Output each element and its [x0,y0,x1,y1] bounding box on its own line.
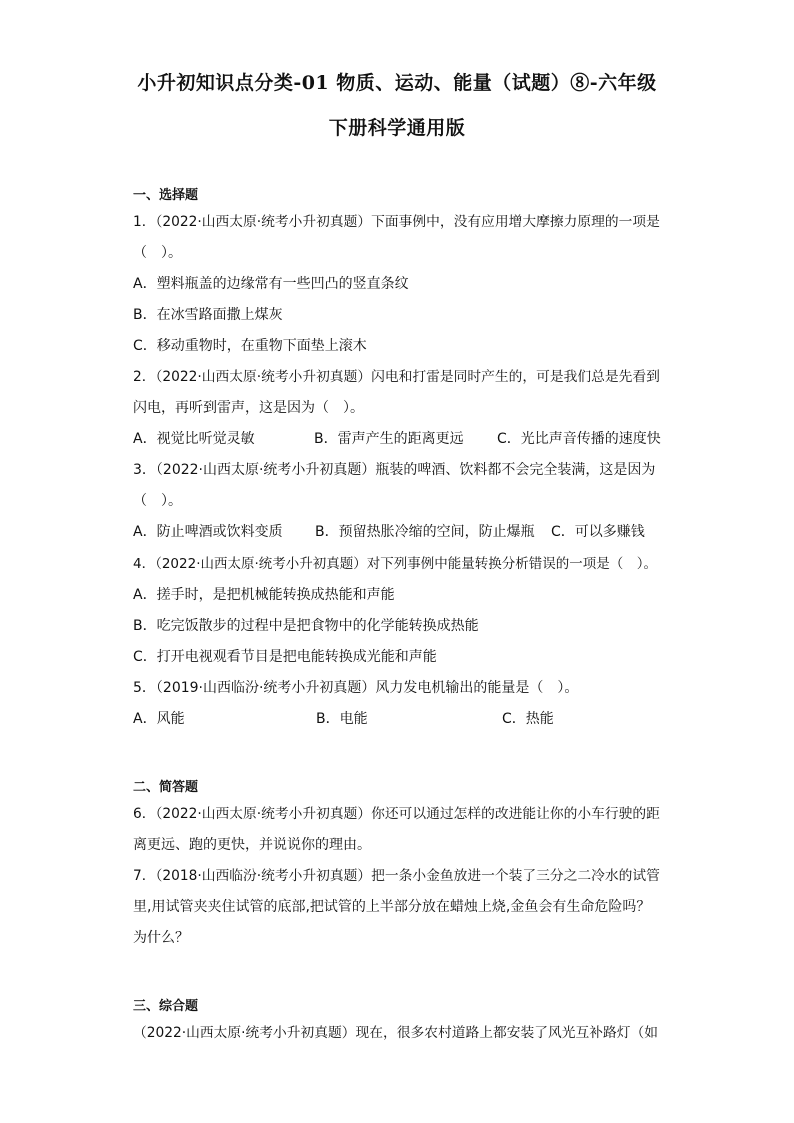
question-3-option-b: B．预留热胀冷缩的空间，防止爆瓶 [315,524,535,540]
question-1-option-b: B．在冰雪路面撒上煤灰 [133,307,283,323]
question-5-stem: 5．（2019·山西临汾·统考小升初真题）风力发电机输出的能量是（ ）。 [133,680,579,696]
question-5-option-a: A．风能 [133,711,185,727]
question-5-option-b: B．电能 [316,711,368,727]
question-4-stem: 4．（2022·山西太原·统考小升初真题）对下列事例中能量转换分析错误的一项是（ ）。 [133,556,658,572]
question-1-stem: 1．（2022·山西太原·统考小升初真题）下面事例中，没有应用增大摩擦力原理的一项是 [133,214,660,230]
question-4-option-c: C．打开电视观看节目是把电能转换成光能和声能 [133,649,437,665]
section-heading-short-answer: 二、简答题 [133,780,199,795]
question-3-option-a: A．防止啤酒或饮料变质 [133,524,283,540]
question-7-stem: 7．（2018·山西临汾·统考小升初真题）把一条小金鱼放进一个装了三分之二冷水的试管 [133,868,660,884]
question-7-stem-cont: 里,用试管夹夹住试管的底部,把试管的上半部分放在蜡烛上烧,金鱼会有生命危险吗？ [133,899,651,915]
question-3-stem-cont: （ ）。 [133,493,182,509]
question-8-stem: （2022·山西太原·统考小升初真题）现在，很多农村道路上都安装了风光互补路灯（如 [133,1025,658,1041]
question-1-option-c: C．移动重物时，在重物下面垫上滚木 [133,338,367,354]
question-2-option-a: A．视觉比听觉灵敏 [133,431,255,447]
section-heading-comprehensive: 三、综合题 [133,999,199,1014]
question-6-stem: 6．（2022·山西太原·统考小升初真题）你还可以通过怎样的改进能让你的小车行驶的距 [133,806,660,822]
question-7-stem-cont-2: 为什么？ [133,930,189,946]
question-5-option-c: C．热能 [502,711,554,727]
question-2-option-b: B．雷声产生的距离更远 [314,431,464,447]
question-2-option-c: C．光比声音传播的速度快 [497,431,661,447]
question-6-stem-cont: 离更远、跑的更快，并说说你的理由。 [133,837,371,853]
question-4-option-b: B．吃完饭散步的过程中是把食物中的化学能转换成热能 [133,618,479,634]
question-1-option-a: A．塑料瓶盖的边缘常有一些凹凸的竖直条纹 [133,276,409,292]
question-3-option-c: C．可以多赚钱 [551,524,645,540]
question-4-option-a: A．搓手时，是把机械能转换成热能和声能 [133,587,395,603]
section-heading-choice: 一、选择题 [133,188,199,203]
question-1-stem-cont: （ ）。 [133,245,182,261]
document-title-line-1: 小升初知识点分类-01 物质、运动、能量（试题）⑧-六年级 [137,72,657,94]
document-title-line-2: 下册科学通用版 [328,117,466,139]
question-3-stem: 3．（2022·山西太原·统考小升初真题）瓶装的啤酒、饮料都不会完全装满，这是因为 [133,462,656,478]
question-2-stem-cont: 闪电，再听到雷声，这是因为（ ）。 [133,400,364,416]
question-2-stem: 2．（2022·山西太原·统考小升初真题）闪电和打雷是同时产生的，可是我们总是先看到 [133,369,660,385]
